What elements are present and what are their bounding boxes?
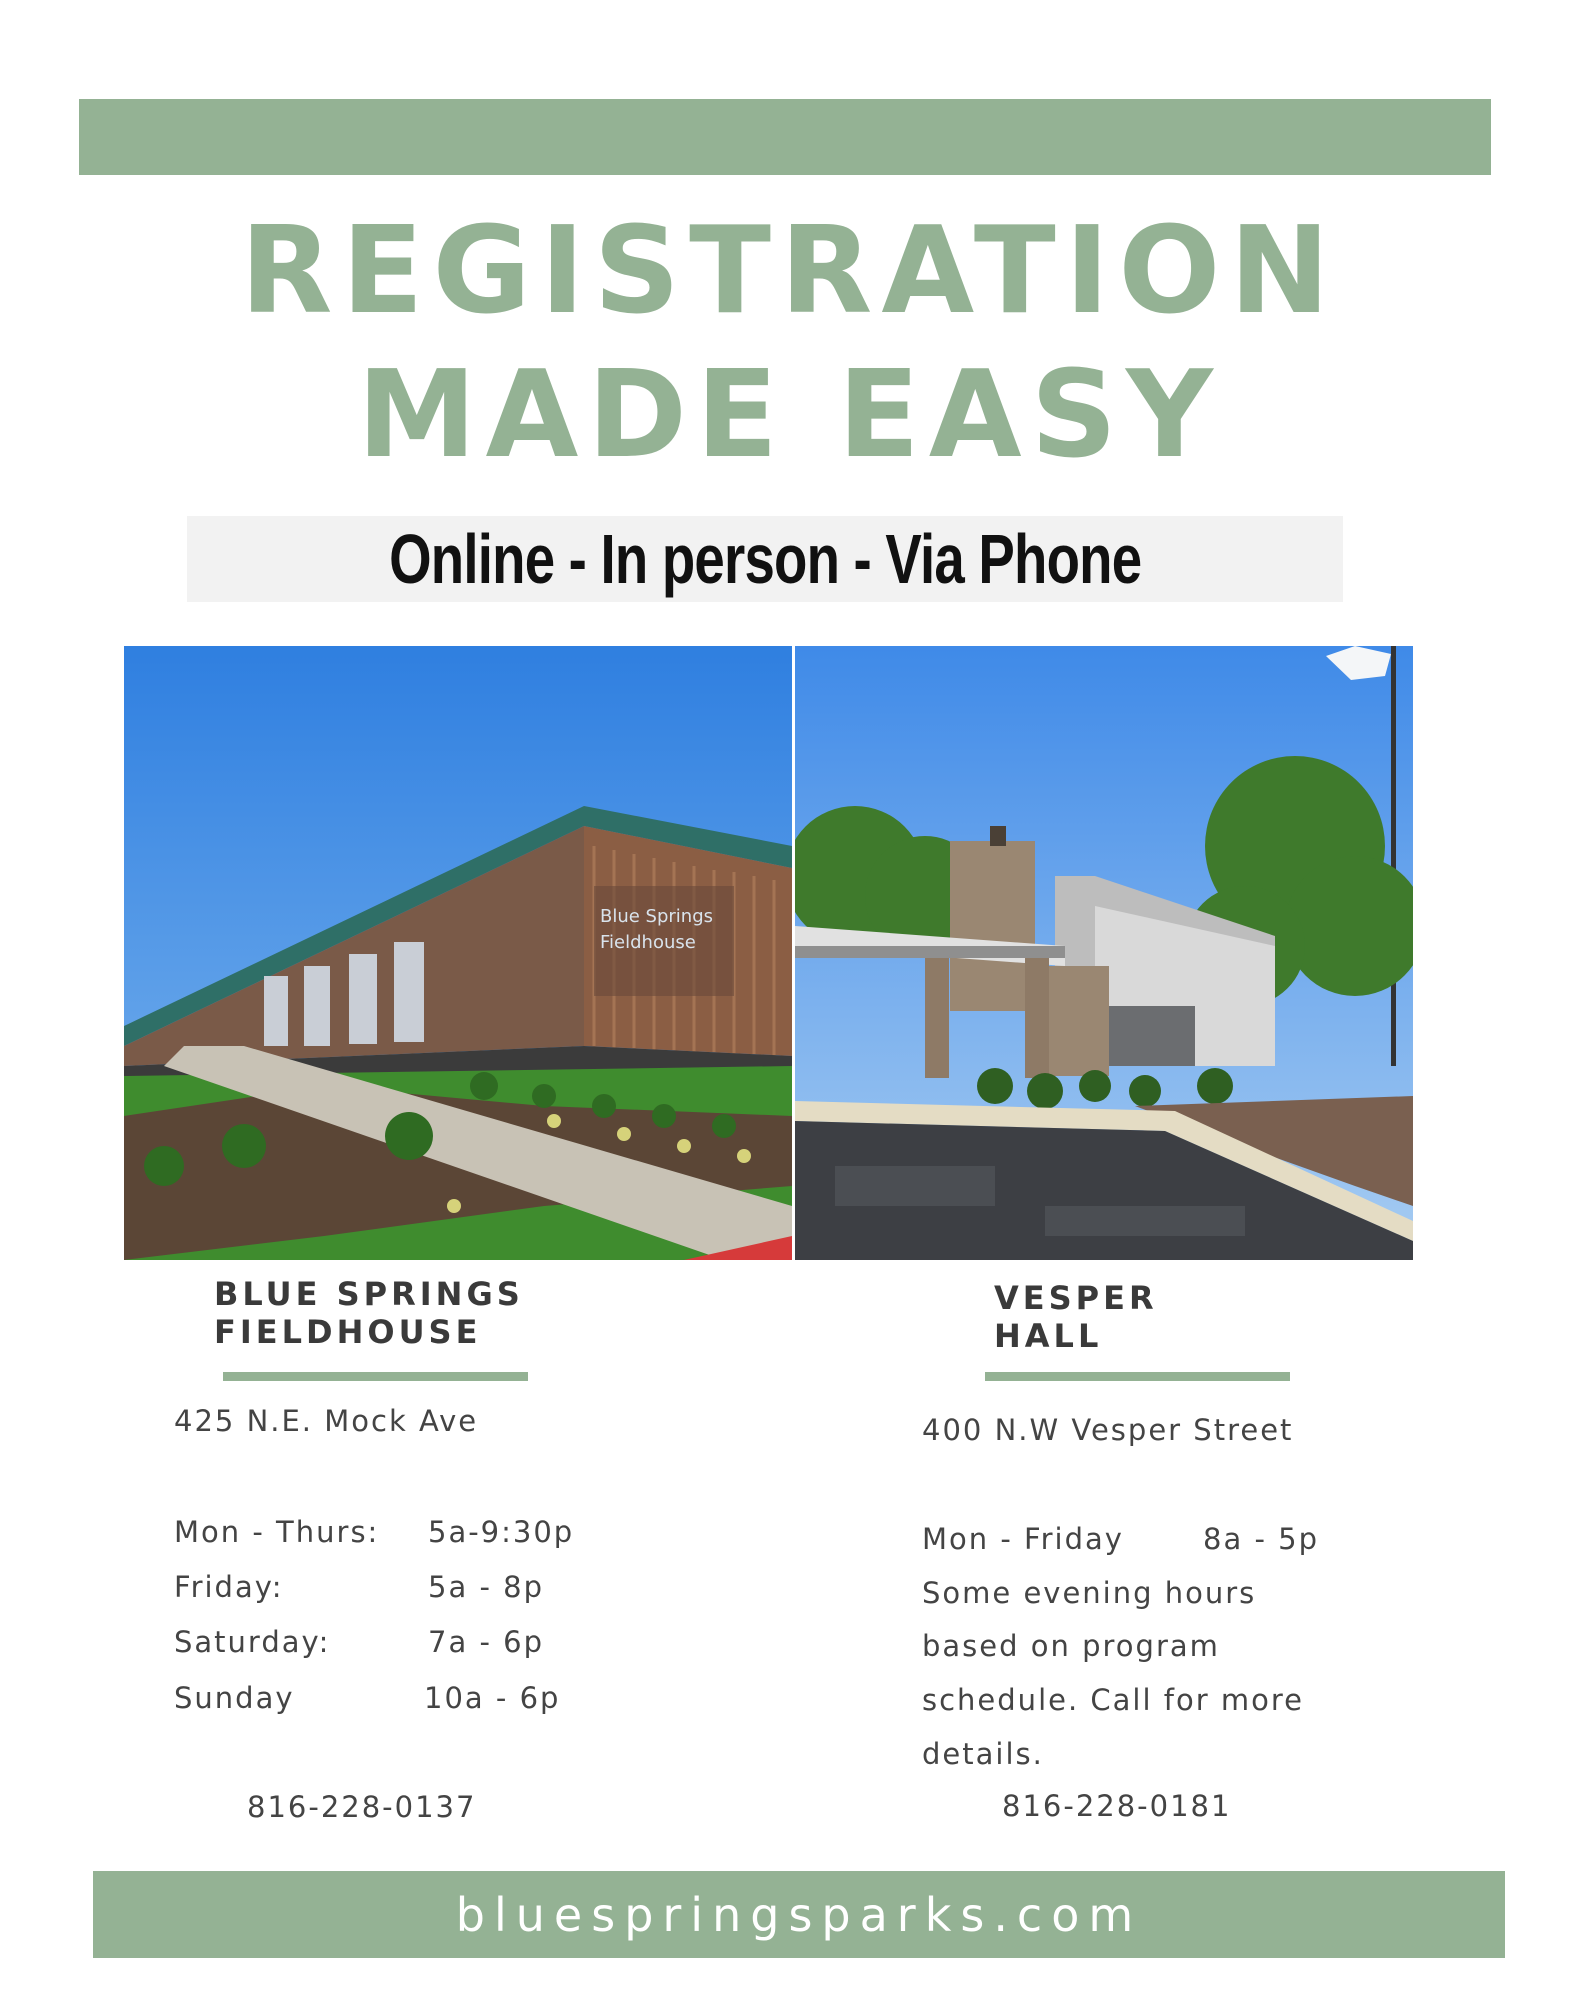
note-line: details. xyxy=(922,1737,1044,1771)
hours-day: Mon - Thurs: xyxy=(174,1515,380,1549)
hours-day: Mon - Friday xyxy=(922,1522,1124,1556)
hours-time: 8a - 5p xyxy=(1203,1522,1319,1556)
hours-day: Friday: xyxy=(174,1570,284,1604)
fieldhouse-name xyxy=(214,1275,524,1351)
fieldhouse-name-line-1: BLUE SPRINGS xyxy=(214,1275,524,1313)
hours-day: Sunday xyxy=(174,1681,295,1715)
fieldhouse-photo xyxy=(124,646,792,1260)
footer-bar xyxy=(93,1871,1505,1958)
vesper-hall-name xyxy=(994,1279,1158,1355)
top-accent-bar xyxy=(79,99,1491,175)
registration-methods-text: Online - In person - Via Phone xyxy=(388,520,1142,598)
vesper-hall-phone: 816-228-0181 xyxy=(1002,1789,1232,1823)
hours-time: 10a - 6p xyxy=(424,1681,561,1715)
vesper-hall-address: 400 N.W Vesper Street xyxy=(922,1413,1294,1447)
note-line: schedule. Call for more xyxy=(922,1683,1304,1717)
svg-text:Blue Springs: Blue Springs xyxy=(600,906,714,927)
note-line: Some evening hours xyxy=(922,1576,1257,1610)
hours-time: 7a - 6p xyxy=(428,1625,544,1659)
vesper-hall-name-line-1: VESPER xyxy=(994,1279,1158,1317)
fieldhouse-address: 425 N.E. Mock Ave xyxy=(174,1404,479,1438)
registration-methods-banner xyxy=(187,516,1343,602)
note-line: based on program xyxy=(922,1629,1220,1663)
vesper-hall-name-line-2: HALL xyxy=(994,1317,1103,1355)
headline-line-1: REGISTRATION xyxy=(240,202,1339,341)
hours-day: Saturday: xyxy=(174,1625,331,1659)
hours-time: 5a - 8p xyxy=(428,1570,544,1604)
fieldhouse-divider xyxy=(223,1372,528,1381)
hours-time: 5a-9:30p xyxy=(428,1515,575,1549)
svg-text:Fieldhouse: Fieldhouse xyxy=(600,932,696,953)
fieldhouse-name-line-2: FIELDHOUSE xyxy=(214,1313,482,1351)
website-link[interactable]: bluespringsparks.com xyxy=(455,1887,1143,1942)
vesper-hall-divider xyxy=(985,1372,1290,1381)
vesper-hall-photo xyxy=(795,646,1413,1260)
fieldhouse-phone: 816-228-0137 xyxy=(247,1790,477,1824)
headline-line-2: MADE EASY xyxy=(357,346,1222,485)
